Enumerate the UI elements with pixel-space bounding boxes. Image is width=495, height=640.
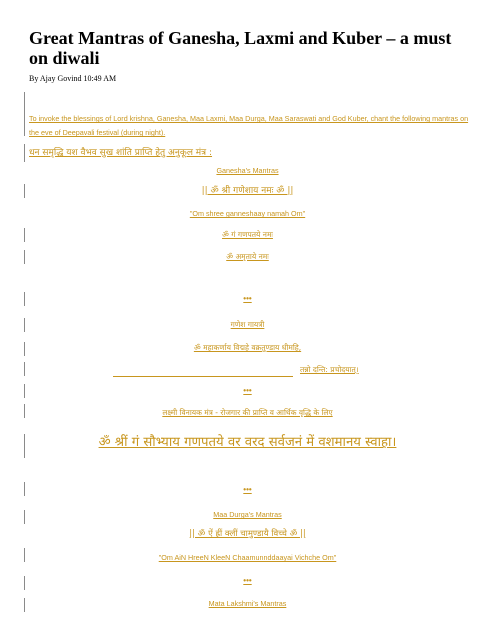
separator-dots[interactable]: ••• (243, 294, 252, 303)
intro-paragraph[interactable]: To invoke the blessings of Lord krishna, Ganesha, Maa Laxmi, Maa Durga, Maa Saraswati and God Kuber, chant the following mantras on the eve of Deepavali festival (during night). (29, 114, 469, 137)
lakshmi-mantras-heading[interactable]: Mata Lakshmi's Mantras (208, 599, 287, 608)
durga-mantra[interactable]: || ॐ ऐं ह्रीं क्लीं चामुण्डायै विच्चे ॐ || (189, 529, 306, 539)
ganesha-gayatri-heading[interactable]: गणेश गायत्री (230, 320, 265, 329)
ganesha-mantra-1-translit[interactable]: "Om shree ganneshaay namah Om" (189, 209, 306, 218)
ganesha-mantras-heading[interactable]: Ganesha's Mantras (216, 166, 279, 175)
blockquote-bar (24, 144, 25, 162)
separator-dots[interactable]: ••• (243, 386, 252, 395)
lakshmi-vinayak-heading[interactable]: लक्ष्मी विनायक मंत्र - रोजगार की प्राप्ति व आर्थिक वृद्धि के लिए (162, 408, 333, 417)
separator-dots[interactable]: ••• (243, 576, 252, 585)
ganesha-mantra-2[interactable]: ॐ गं गणपतये नमः (222, 230, 273, 239)
article-title: Great Mantras of Ganesha, Laxmi and Kuber – a must on diwali (29, 28, 452, 68)
durga-mantra-translit[interactable]: "Om AiN HreeN KleeN Chaamunnddaayai Vichche Om" (158, 553, 337, 562)
gayatri-line-1[interactable]: ॐ महाकर्णाय विद्महे वक्रतुण्डाय धीमहि, (193, 343, 302, 352)
lakshmi-vinayak-mantra[interactable]: ॐ श्रीं गं सौभ्याय गणपतये वर वरद सर्वजनं में वशमानय स्वाहा। (98, 435, 397, 450)
gayatri-underline (113, 376, 293, 377)
separator-dots[interactable]: ••• (243, 485, 252, 494)
ganesha-mantra-1[interactable]: || ॐ श्री गणेशाय नमः ॐ || (201, 186, 294, 196)
durga-mantras-heading[interactable]: Maa Durga's Mantras (213, 510, 282, 519)
ganesha-mantra-3[interactable]: ॐ अमृताये नमः (226, 252, 269, 261)
blockquote-bar (24, 92, 25, 136)
wealth-mantra-heading[interactable]: धन समृद्धि यश वैभव सुख शांति प्राप्ति हेतु अनुकूल मंत्र : (29, 148, 213, 158)
gayatri-line-2[interactable]: तन्नो दन्ति: प्रचोदयात्। (300, 365, 359, 374)
blockquote-bar (24, 362, 25, 376)
article-byline: By Ajay Govind 10:49 AM (29, 74, 117, 83)
